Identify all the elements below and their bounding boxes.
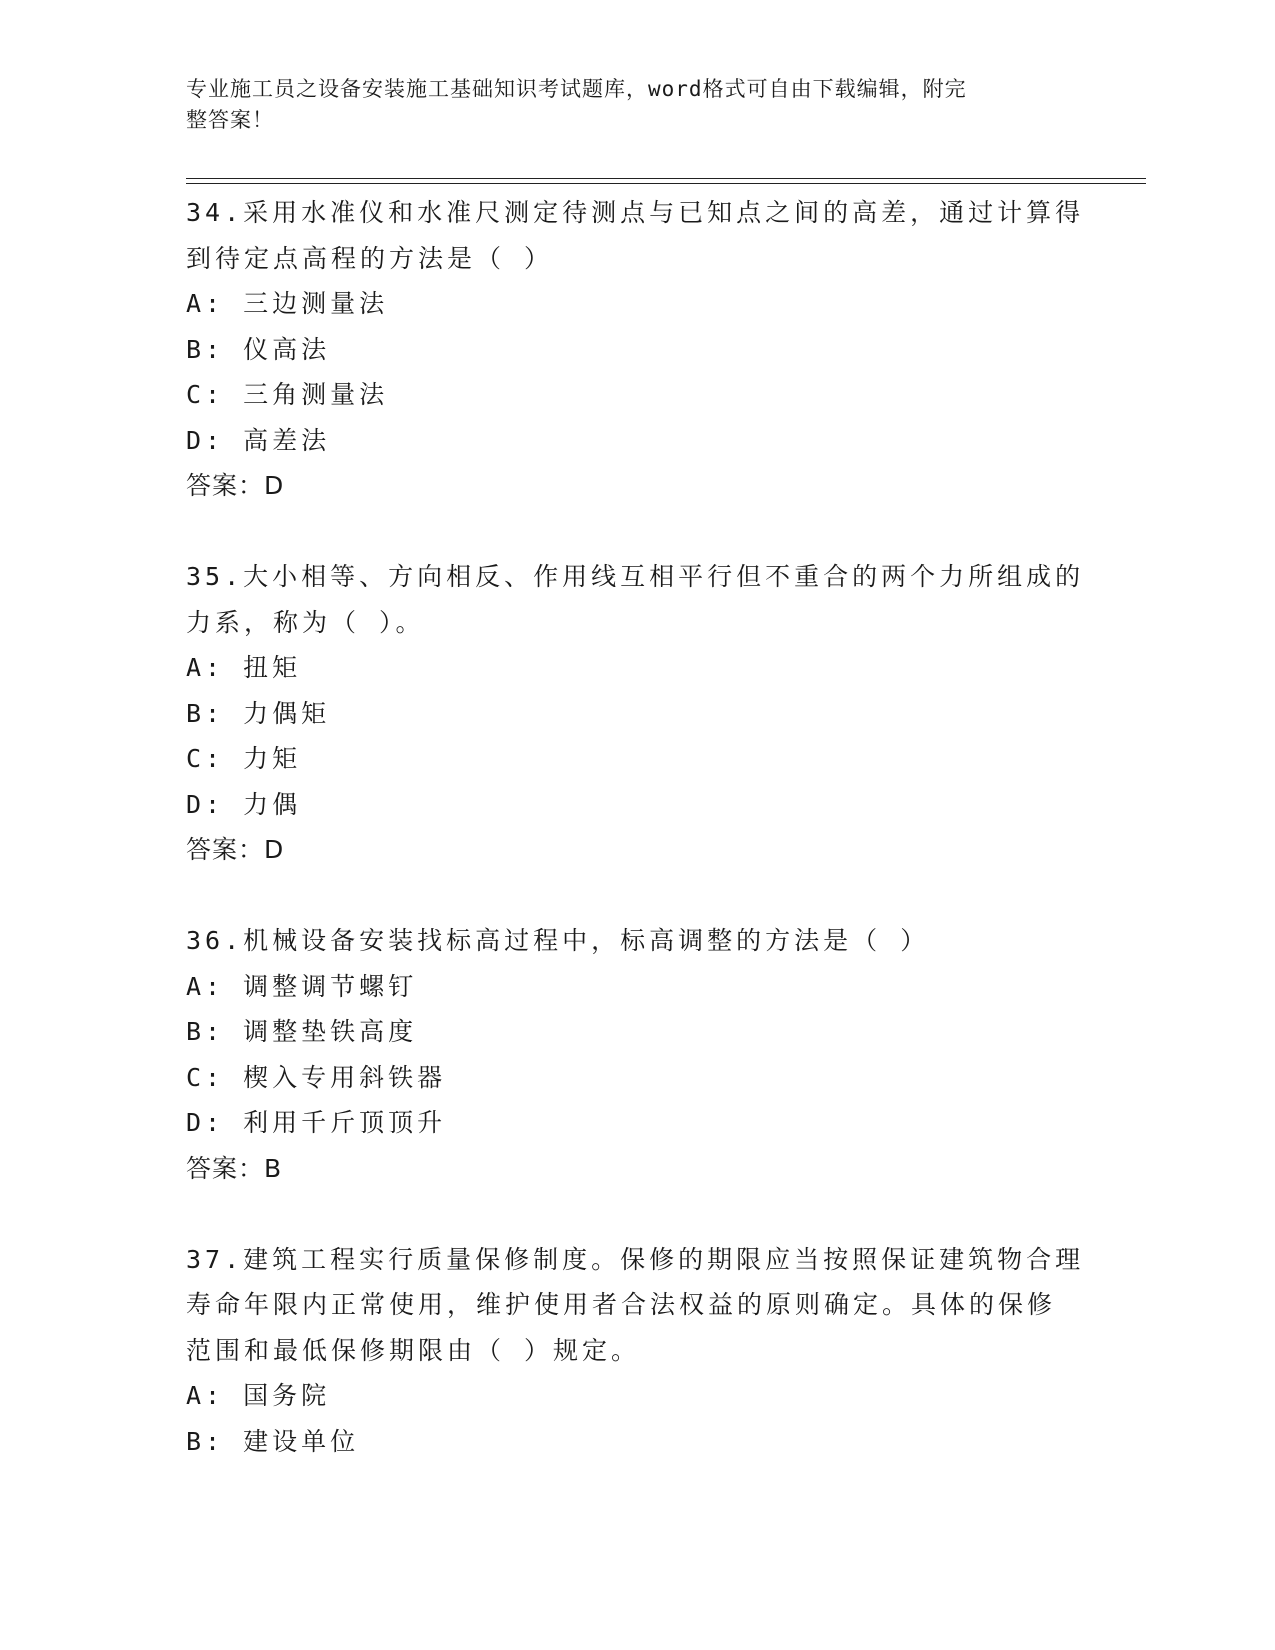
option-a: A: 国务院 <box>186 1381 331 1410</box>
question-stem-line: 到待定点高程的方法是（ ） <box>186 243 554 273</box>
question-stem-line: 寿命年限内正常使用，维护使用者合法权益的原则确定。具体的保修 <box>186 1290 1057 1319</box>
header-divider-top <box>186 178 1146 179</box>
option-c: C: 三角测量法 <box>186 380 389 409</box>
option-c: C: 楔入专用斜铁器 <box>186 1062 447 1092</box>
question-stem-line: 36.机械设备安装找标高过程中，标高调整的方法是（ ） <box>186 926 930 955</box>
question-35 <box>186 554 1086 873</box>
option-b: B: 调整垫铁高度 <box>186 1017 418 1046</box>
question-37 <box>186 1237 1086 1465</box>
header-line-1: 专业施工员之设备安装施工基础知识考试题库，word格式可自由下载编辑，附完 <box>186 77 967 101</box>
option-b: B: 力偶矩 <box>186 698 331 728</box>
header-line-2: 整答案！ <box>186 108 274 132</box>
option-a: A: 调整调节螺钉 <box>186 971 418 1001</box>
option-d: D: 高差法 <box>186 425 331 455</box>
option-a: A: 扭矩 <box>186 653 302 682</box>
question-stem-line: 力系，称为（ ）。 <box>186 607 425 637</box>
question-list <box>186 190 1086 1510</box>
question-stem-line: 35.大小相等、方向相反、作用线互相平行但不重合的两个力所组成的 <box>186 562 1085 591</box>
answer: 答案：B <box>186 1153 283 1183</box>
question-34 <box>186 190 1086 509</box>
option-b: B: 仪高法 <box>186 334 331 364</box>
question-stem-line: 37.建筑工程实行质量保修制度。保修的期限应当按照保证建筑物合理 <box>186 1244 1085 1274</box>
option-d: D: 力偶 <box>186 789 302 819</box>
question-stem-line: 范围和最低保修期限由（ ）规定。 <box>186 1335 641 1365</box>
document-header <box>186 74 1046 136</box>
question-36 <box>186 918 1086 1191</box>
header-divider-bottom <box>186 183 1146 184</box>
answer: 答案：D <box>186 471 285 500</box>
answer: 答案：D <box>186 835 285 864</box>
option-b: B: 建设单位 <box>186 1426 360 1456</box>
option-d: D: 利用千斤顶顶升 <box>186 1108 447 1137</box>
option-a: A: 三边测量法 <box>186 289 389 318</box>
option-c: C: 力矩 <box>186 744 302 773</box>
question-stem-line: 34.采用水准仪和水准尺测定待测点与已知点之间的高差，通过计算得 <box>186 198 1085 227</box>
